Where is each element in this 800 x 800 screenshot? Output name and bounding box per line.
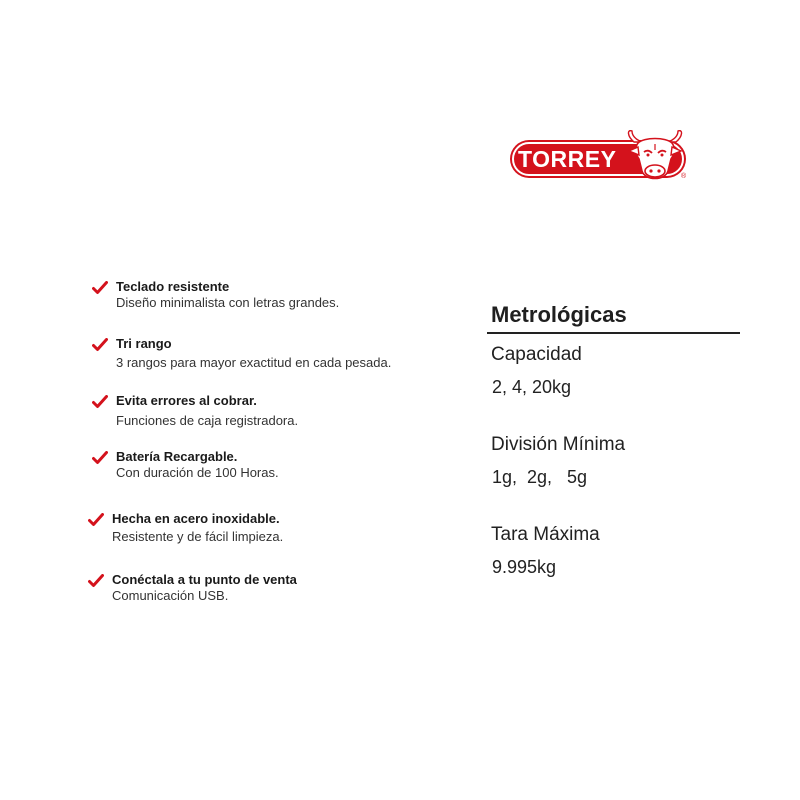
feature-title: Evita errores al cobrar. — [116, 393, 257, 408]
feature-description: Con duración de 100 Horas. — [116, 465, 279, 480]
check-icon — [92, 395, 108, 409]
spec-label-division-minima: División Mínima — [491, 434, 626, 455]
torrey-logo-graphic — [508, 130, 690, 188]
torrey-logo — [508, 130, 690, 188]
feature-title: Tri rango — [116, 336, 172, 351]
check-icon — [88, 574, 104, 588]
spec-value-division-minima: 1g, 2g, 5g — [492, 467, 588, 487]
feature-description: Comunicación USB. — [112, 588, 229, 603]
feature-description: 3 rangos para mayor exactitud en cada pesada. — [116, 355, 392, 370]
registered-mark: ® — [681, 173, 687, 180]
specs-title: Metrológicas — [491, 302, 627, 327]
check-icon — [88, 513, 104, 527]
feature-description: Diseño minimalista con letras grandes. — [116, 295, 340, 310]
feature-title: Teclado resistente — [116, 279, 230, 294]
feature-description: Funciones de caja registradora. — [116, 413, 299, 428]
check-icon — [92, 338, 108, 352]
feature-title: Hecha en acero inoxidable. — [112, 511, 280, 526]
spec-label-tara-maxima: Tara Máxima — [491, 524, 600, 545]
spec-label-capacidad: Capacidad — [491, 344, 582, 365]
check-icon — [92, 281, 108, 295]
check-icon — [92, 451, 108, 465]
feature-title: Batería Recargable. — [116, 449, 238, 464]
spec-value-capacidad: 2, 4, 20kg — [492, 377, 572, 397]
feature-description: Resistente y de fácil limpieza. — [112, 529, 284, 544]
brand-text: TORREY — [518, 146, 617, 172]
spec-value-tara-maxima: 9.995kg — [492, 557, 557, 577]
specs-divider — [487, 332, 740, 334]
feature-title: Conéctala a tu punto de venta — [112, 572, 297, 587]
